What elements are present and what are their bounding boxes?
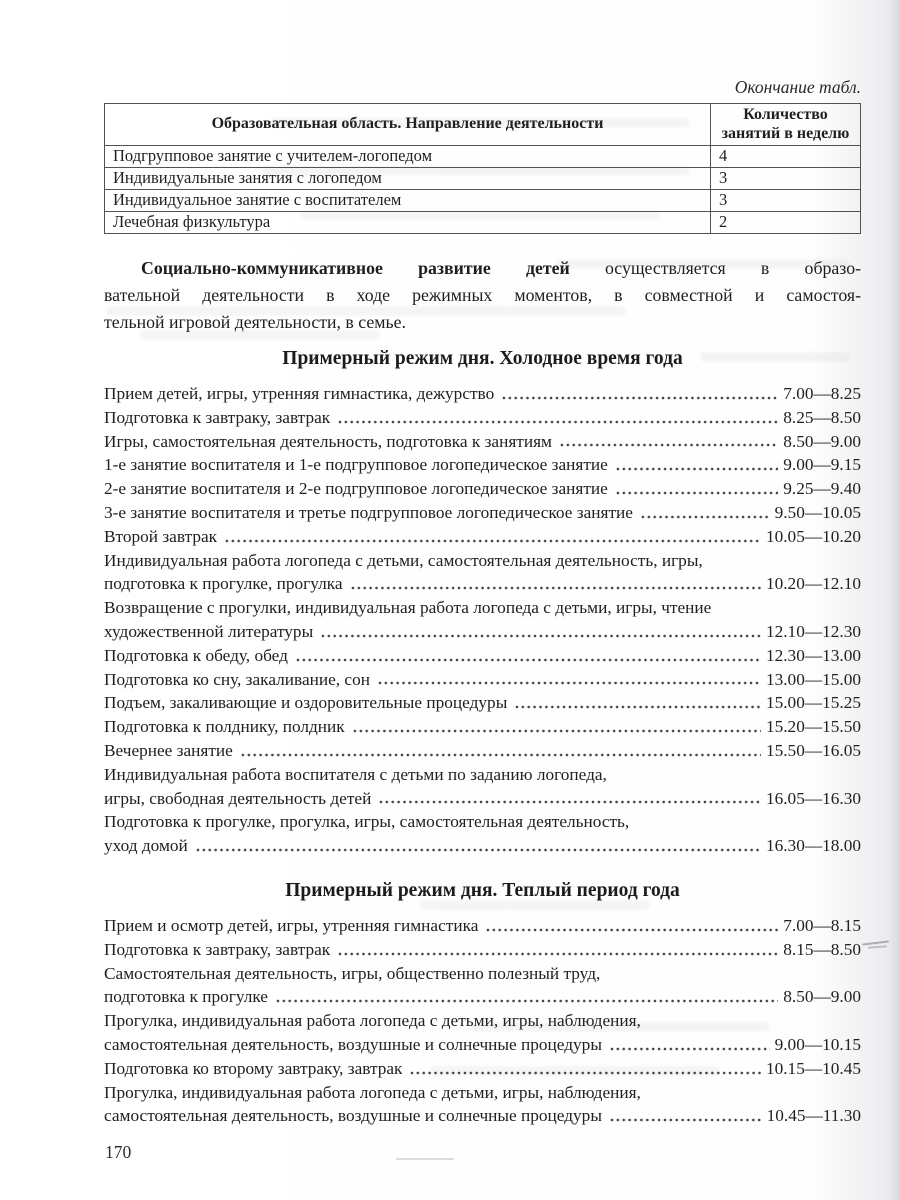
paragraph-line-2: вательной деятельности в ходе режимных моментов, в совместной и самостоя- [104,285,861,305]
entry-text: Подготовка ко второму завтраку, завтрак [104,1058,403,1078]
entry-text: Самостоятельная деятельность, игры, общественно полезный труд, [104,963,601,983]
entry-time: 10.45—11.30 [766,1106,861,1126]
schedule-table-body [105,146,861,234]
entry-row [104,406,861,430]
entry-row [104,477,861,501]
entry-row [104,620,861,644]
entry-text: самостоятельная деятельность, воздушные и солнечные процедуры [104,1106,602,1126]
entry-text: самостоятельная деятельность, воздушные и солнечные процедуры [104,1034,602,1054]
entry-row [104,525,861,549]
schedule-entry [104,644,861,668]
entry-row [104,938,861,962]
scan-artifact [270,118,690,128]
dot-leader [337,406,778,430]
entry-row [104,382,861,406]
schedule-entry [104,477,861,501]
entry-text: Прием и осмотр детей, игры, утренняя гимнастика [104,915,479,935]
activity-cell: Индивидуальное занятие с воспитателем [105,190,711,212]
entry-text: Подготовка к завтраку, завтрак [104,407,331,427]
schedule-entry [104,691,861,715]
entry-time: 10.15—10.45 [765,1058,861,1078]
scan-artifact [420,900,650,910]
entry-time: 8.50—9.00 [783,431,861,451]
entry-text: Игры, самостоятельная деятельность, подготовка к занятиям [104,431,552,451]
dot-leader [295,644,761,668]
entry-text: уход домой [104,836,188,856]
schedule-entry [104,914,861,938]
entry-time: 10.05—10.20 [765,526,861,546]
table-header-count: Количество занятий в неделю [711,104,861,146]
scan-artifact [300,210,660,220]
paragraph-lead-bold: Социально-коммуникативное развитие детей [141,258,570,278]
table-header-activity: Образовательная область. Направление деятельности [105,104,711,146]
count-cell: 2 [711,212,861,234]
scan-artifact [140,330,380,340]
schedule-entry [104,810,861,858]
scan-artifact [106,306,626,316]
entry-text: Индивидуальная работа логопеда с детьми, самостоятельная деятельность, игры, [104,550,703,570]
dot-leader [350,572,761,596]
dot-leader [615,477,778,501]
entry-row [104,501,861,525]
entry-text: Индивидуальная работа воспитателя с детьми по заданию логопеда, [104,764,607,784]
entry-row [104,644,861,668]
scan-artifact [260,166,690,176]
entry-time: 15.00—15.25 [765,693,861,713]
dot-leader [224,525,761,549]
entry-time: 8.50—9.00 [783,987,861,1007]
entry-time: 8.15—8.50 [783,939,861,959]
entry-row [104,1033,861,1057]
entry-text: Подготовка к прогулке, прогулка, игры, самостоятельная деятельность, [104,812,630,832]
page-number: 170 [105,1142,132,1162]
entry-row [104,985,861,1009]
activity-cell: Индивидуальные занятия с логопедом [105,168,711,190]
entry-row [104,668,861,692]
activity-cell: Лечебная физкультура [105,212,711,234]
entry-row [104,453,861,477]
dot-leader [501,382,778,406]
entry-row [104,787,861,811]
entry-row [104,1104,861,1128]
entry-time: 16.30—18.00 [765,836,861,856]
entry-row [104,834,861,858]
schedule-entry [104,938,861,962]
scan-artifact [470,1022,770,1032]
count-cell: 3 [711,168,861,190]
paragraph-line-3: тельной игровой деятельности, в семье. [104,312,406,332]
entry-time: 16.05—16.30 [765,788,861,808]
paragraph-line1-rest: осуществляется в образо- [569,258,862,278]
cold-schedule-title: Примерный режим дня. Холодное время года [282,348,683,369]
entry-time: 12.30—13.00 [765,645,861,665]
schedule-entry [104,430,861,454]
entry-row [104,430,861,454]
schedule-entry [104,382,861,406]
entry-time: 9.00—9.15 [783,455,861,475]
entry-text: Прогулка, индивидуальная работа логопеда с детьми, игры, наблюдения, [104,1011,641,1031]
schedule-entry [104,549,861,597]
dot-leader [377,668,761,692]
dot-leader [320,620,761,644]
entry-row [104,914,861,938]
dot-leader [640,501,770,525]
entry-text: подготовка к прогулке, прогулка [104,574,343,594]
table-continuation-note: Окончание табл. [734,77,861,97]
schedule-entry [104,715,861,739]
schedule-entry [104,453,861,477]
entry-text: 2-е занятие воспитателя и 2-е подгрупповое логопедическое занятие [104,479,608,499]
count-cell: 4 [711,146,861,168]
entry-text: 3-е занятие воспитателя и третье подгрупповое логопедическое занятие [104,502,633,522]
scan-artifact [700,352,850,362]
entry-row [104,572,861,596]
dot-leader [559,430,778,454]
entry-time: 9.00—10.15 [774,1034,861,1054]
table-row [105,190,861,212]
entry-time: 9.50—10.05 [774,502,861,522]
cold-schedule-list [104,382,861,858]
dot-leader [337,938,778,962]
entry-time: 8.25—8.50 [783,407,861,427]
scan-artifact [430,1066,720,1076]
activity-cell: Подгрупповое занятие с учителем-логопедом [105,146,711,168]
entry-text: игры, свободная деятельность детей [104,788,372,808]
entry-text: 1-е занятие воспитателя и 1-е подгрупповое логопедическое занятие [104,455,608,475]
entry-text: Подготовка ко сну, закаливание, сон [104,669,370,689]
pencil-mark [860,938,894,952]
schedule-entry [104,668,861,692]
schedule-entry [104,763,861,811]
entry-time: 15.50—16.05 [765,740,861,760]
schedule-entry [104,1009,861,1057]
dot-leader [275,985,778,1009]
schedule-entry [104,501,861,525]
dot-leader [240,739,761,763]
entry-text: Подъем, закаливающие и оздоровительные процедуры [104,693,508,713]
entry-text: Прием детей, игры, утренняя гимнастика, дежурство [104,384,495,403]
dot-leader [352,715,761,739]
entry-time: 13.00—15.00 [765,669,861,689]
schedule-entry [104,596,861,644]
dot-leader [609,1104,762,1128]
entry-text: Прогулка, индивидуальная работа логопеда с детьми, игры, наблюдения, [104,1082,641,1102]
warm-schedule-title: Примерный режим дня. Теплый период года [285,879,680,901]
schedule-entry [104,962,861,1010]
schedule-entry [104,525,861,549]
schedule-entry [104,1081,861,1129]
entry-text: Подготовка к обеду, обед [104,645,288,665]
schedule-entry [104,739,861,763]
entry-time: 10.20—12.10 [765,574,861,594]
dot-leader [485,914,778,938]
entry-text: Возвращение с прогулки, индивидуальная работа логопеда с детьми, игры, чтение [104,598,712,618]
entry-time: 15.20—15.50 [765,717,861,737]
pencil-mark [396,1158,454,1160]
entry-text: Подготовка к полднику, полдник [104,717,345,737]
entry-row [104,739,861,763]
entry-time: 7.00—8.25 [783,384,861,403]
entry-text: художественной литературы [104,621,314,641]
entry-time: 12.10—12.30 [765,621,861,641]
count-cell: 3 [711,190,861,212]
dot-leader [378,787,761,811]
entry-row [104,715,861,739]
schedule-entry [104,406,861,430]
table-row [105,146,861,168]
dot-leader [195,834,761,858]
entry-time: 7.00—8.15 [783,915,861,935]
entry-text: подготовка к прогулке [104,987,268,1007]
dot-leader [609,1033,770,1057]
dot-leader [615,453,778,477]
entry-row [104,691,861,715]
dot-leader [514,691,761,715]
entry-time: 9.25—9.40 [783,479,861,499]
entry-text: Второй завтрак [104,526,218,546]
entry-text: Вечернее занятие [104,740,233,760]
entry-text: Подготовка к завтраку, завтрак [104,939,331,959]
scan-artifact [555,259,850,269]
